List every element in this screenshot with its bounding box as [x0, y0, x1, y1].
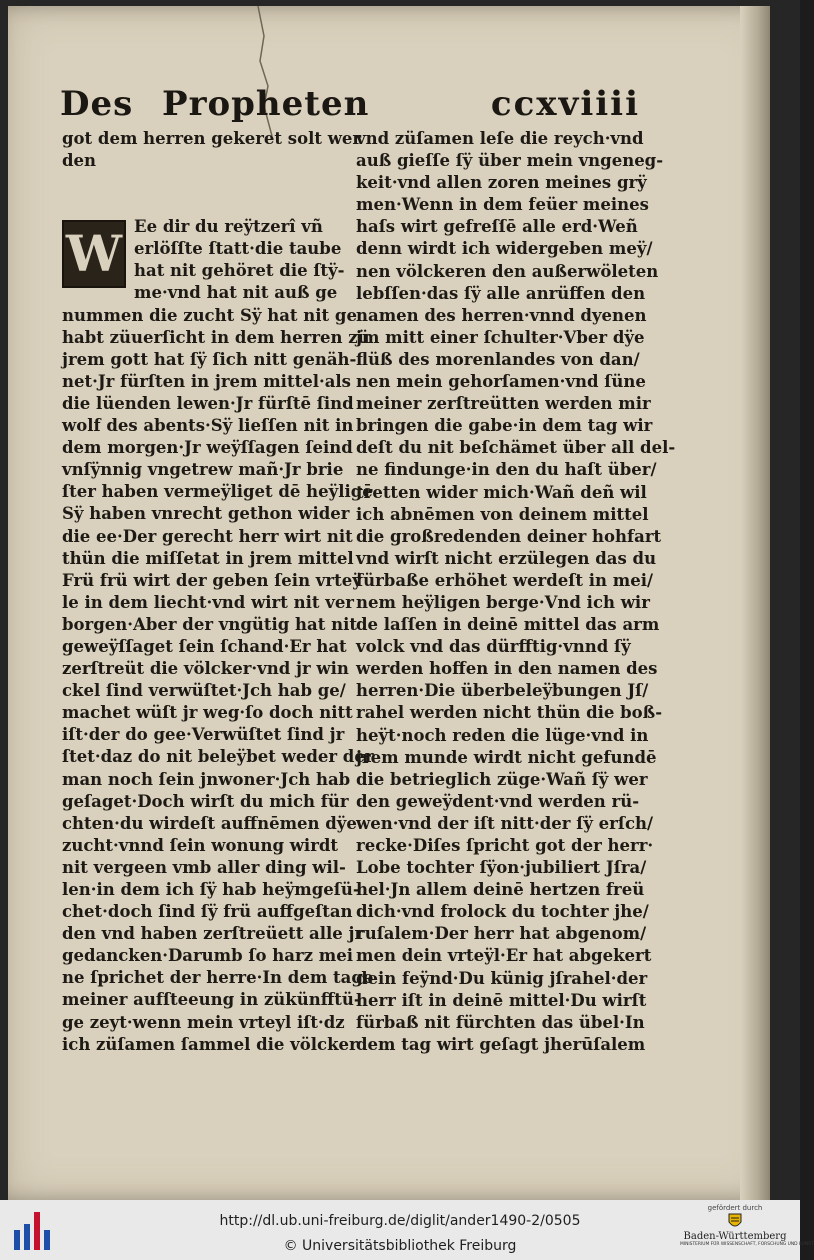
text-line: vnd züſamen leſe die reych·vnd — [356, 129, 644, 148]
text-line: me·vnd hat nit auß ge — [134, 283, 338, 303]
funder-block — [680, 1204, 814, 1256]
state-crest-icon — [723, 1213, 747, 1231]
text-line: meiner zerſtreütten werden mir — [356, 394, 651, 414]
text-line: herren·Die überbeleÿbungen Jſ/ — [356, 681, 649, 701]
text-line: ne findunge·in den du haſt über/ — [356, 460, 657, 480]
text-line: thün die miſſetat in jrem mittel — [62, 548, 354, 568]
text-line: haſs wirt gefreſſē alle erd·Weñ — [356, 217, 638, 237]
text-line: dich·vnd frolock du tochter jhe/ — [356, 902, 649, 922]
text-line: keit·vnd allen zoren meines grÿ — [356, 173, 647, 193]
text-line: Ee dir du reÿtzerî vñ — [134, 217, 323, 237]
text-line: jrem gott hat ſÿ ſich nitt genäh- — [62, 349, 357, 369]
text-line: bringen die gabe·in dem tag wir — [356, 416, 653, 436]
copyright-text: © Universitätsbibliothek Freiburg — [283, 1238, 517, 1254]
text-line: den geweÿdent·vnd werden rü- — [356, 791, 640, 811]
running-title-mid: Propheten — [162, 84, 370, 124]
text-line: Frü frü wirt der geben ſein vrteÿ — [62, 570, 362, 590]
text-line: die lüenden lewen·Jr fürſtē ſind — [62, 393, 354, 413]
text-line: geſaget·Doch wirſt du mich für — [62, 791, 349, 811]
text-line: ckel ſind verwüſtet·Jch hab ge/ — [62, 681, 346, 701]
text-line: Lobe tochter ſÿon·jubiliert Jſra/ — [356, 858, 647, 878]
text-line: denn wirdt ich widergeben meÿ/ — [356, 239, 653, 259]
text-column-right — [356, 128, 676, 1056]
text-column-left — [62, 128, 374, 1056]
text-line: herr iſt in deinē mittel·Du wirſt — [356, 990, 647, 1010]
text-line: ruſalem·Der herr hat abgenom/ — [356, 924, 647, 944]
paragraph-gap — [62, 172, 339, 216]
text-line: man noch ſein jnwoner·Jch hab — [62, 769, 351, 789]
text-line: ich abnēmen von deinem mittel — [356, 504, 649, 524]
text-line: fürbaß nit fürchten das übel·In — [356, 1012, 645, 1032]
text-line: wolf des abents·Sÿ lieſſen nit in — [62, 416, 354, 436]
text-line: auß gieſſe ſÿ über mein vngeneg- — [356, 151, 664, 171]
text-line: den — [62, 151, 97, 171]
text-line: deſt du nit beſchämet über all del- — [356, 438, 676, 458]
text-line: iſt·der do gee·Verwüſtet ſind jr — [62, 725, 345, 745]
text-line: le in dem liecht·vnd wirt nit ver — [62, 592, 355, 612]
text-line: net·Jr fürſten in jrem mittel·als — [62, 371, 351, 391]
text-line: jrem munde wirdt nicht gefundē — [356, 747, 657, 767]
page-edge-shadow — [740, 6, 770, 1200]
text-line: die ee·Der gerecht herr wirt nit — [62, 526, 353, 546]
permalink-url[interactable]: http://dl.ub.uni-freiburg.de/diglit/ander1490-2/0505 — [219, 1213, 581, 1229]
text-line: flüß des morenlandes von dan/ — [356, 349, 640, 369]
viewer-footer — [0, 1200, 814, 1260]
text-line: chten·du wirdeſt auffnēmen dÿe — [62, 813, 357, 833]
text-line: got dem herren gekeret solt wer — [62, 129, 362, 148]
text-line: len·in dem ich ſÿ hab heÿmgeſü- — [62, 880, 360, 899]
text-line: dein feÿnd·Du künig jſrahel·der — [356, 968, 648, 988]
text-line: die großredenden deiner hohfart — [356, 526, 662, 546]
decorated-initial: W — [62, 220, 126, 288]
text-line: zucht·vnnd ſein wonung wirdt — [62, 835, 339, 855]
text-line: borgen·Aber der vngütig hat nit — [62, 614, 357, 634]
text-line: rahel werden nicht thün die boß- — [356, 703, 663, 723]
text-line: heÿt·noch reden die lüge·vnd in — [356, 725, 649, 745]
text-line: nummen die zucht Sÿ hat nit ge — [62, 305, 357, 325]
text-line: nem heÿligen berge·Vnd ich wir — [356, 592, 650, 612]
running-title-left: Des — [60, 84, 134, 124]
text-line: ge zeyt·wenn mein vrteyl iſt·dz — [62, 1012, 345, 1032]
text-line: chet·doch ſind ſÿ frü auffgeſtan — [62, 902, 353, 922]
text-line: vnd wirſt nicht erzülegen das du — [356, 548, 657, 568]
text-line: de laſſen in deinē mittel das arm — [356, 615, 660, 635]
funder-name: Baden-Württemberg — [683, 1231, 787, 1242]
text-line: nen mein gehorſamen·vnd ſüne — [356, 372, 646, 392]
text-line: den vnd haben zerſtreüett alle jr — [62, 924, 364, 944]
text-line: tretten wider mich·Wañ deñ wil — [356, 482, 647, 502]
text-line: habt züuerſicht in dem herren zü — [62, 327, 370, 347]
text-line: werden hoffen in den namen des — [356, 659, 658, 679]
text-line: dem morgen·Jr weÿſſagen ſeind — [62, 438, 353, 458]
text-line: dem tag wirt geſagt jherūſalem — [356, 1034, 646, 1054]
text-line: erlöſſte ſtatt·die taube — [134, 239, 342, 259]
text-line: Sÿ haben vnrecht gethon wider — [62, 504, 350, 524]
text-line: gedancken·Darumb ſo harz mei — [62, 946, 353, 966]
text-line: men dein vrteÿl·Er hat abgekert — [356, 946, 652, 966]
folio-number: ccxviiii — [490, 84, 640, 124]
text-line: ſter haben vermeÿliget dē heÿligē — [62, 482, 373, 502]
funder-label: gefördert durch — [707, 1204, 763, 1212]
text-line: ne ſprichet der herre·In dem tage — [62, 968, 374, 988]
text-line: lebſſen·das ſÿ alle anrüffen den — [356, 283, 646, 303]
text-line: fürbaße erhöhet werdeſt in mei/ — [356, 570, 653, 590]
text-line: nen völckeren den außerwöleten — [356, 261, 659, 281]
text-line: geweÿſſaget ſein ſchand·Er hat — [62, 636, 347, 656]
text-line: wen·vnd der iſt nitt·der ſÿ erſch/ — [356, 813, 654, 833]
text-line: meiner aufſteeung in zükünfftü- — [62, 990, 361, 1010]
page-header — [60, 84, 640, 124]
text-line: ich züſamen ſammel die völcker — [62, 1034, 358, 1054]
text-line: hel·Jn allem deinē hertzen freü — [356, 880, 645, 900]
text-line: zerſtreüt die völcker·vnd jr win — [62, 659, 349, 679]
text-line: men·Wenn in dem feüer meines — [356, 195, 649, 215]
text-line: hat nit gehöret die ſtÿ- — [134, 261, 345, 281]
text-line: jm mitt einer ſchulter·Vber dÿe — [356, 327, 645, 347]
initial-block — [62, 216, 345, 304]
text-line: namen des herren·vnnd dyenen — [356, 305, 647, 325]
text-line: recke·Diſes ſpricht got der herr· — [356, 836, 654, 855]
text-line: volck vnd das dürfftig·vnnd ſÿ — [356, 637, 631, 657]
text-line: ſtet·daz do nit beleÿbet weder der — [62, 747, 374, 767]
text-line: die betrieglich züge·Wañ ſÿ wer — [356, 769, 648, 789]
text-line: machet wüſt jr weg·ſo doch nitt — [62, 703, 353, 723]
funder-ministry: MINISTERIUM FÜR WISSENSCHAFT, FORSCHUNG UND KUNST — [680, 1242, 814, 1247]
left-body-text — [62, 305, 374, 1056]
text-line: nit vergeen vmb aller ding wil- — [62, 857, 346, 877]
text-line: vnſÿnnig vngetrew mañ·Jr brie — [62, 460, 344, 480]
